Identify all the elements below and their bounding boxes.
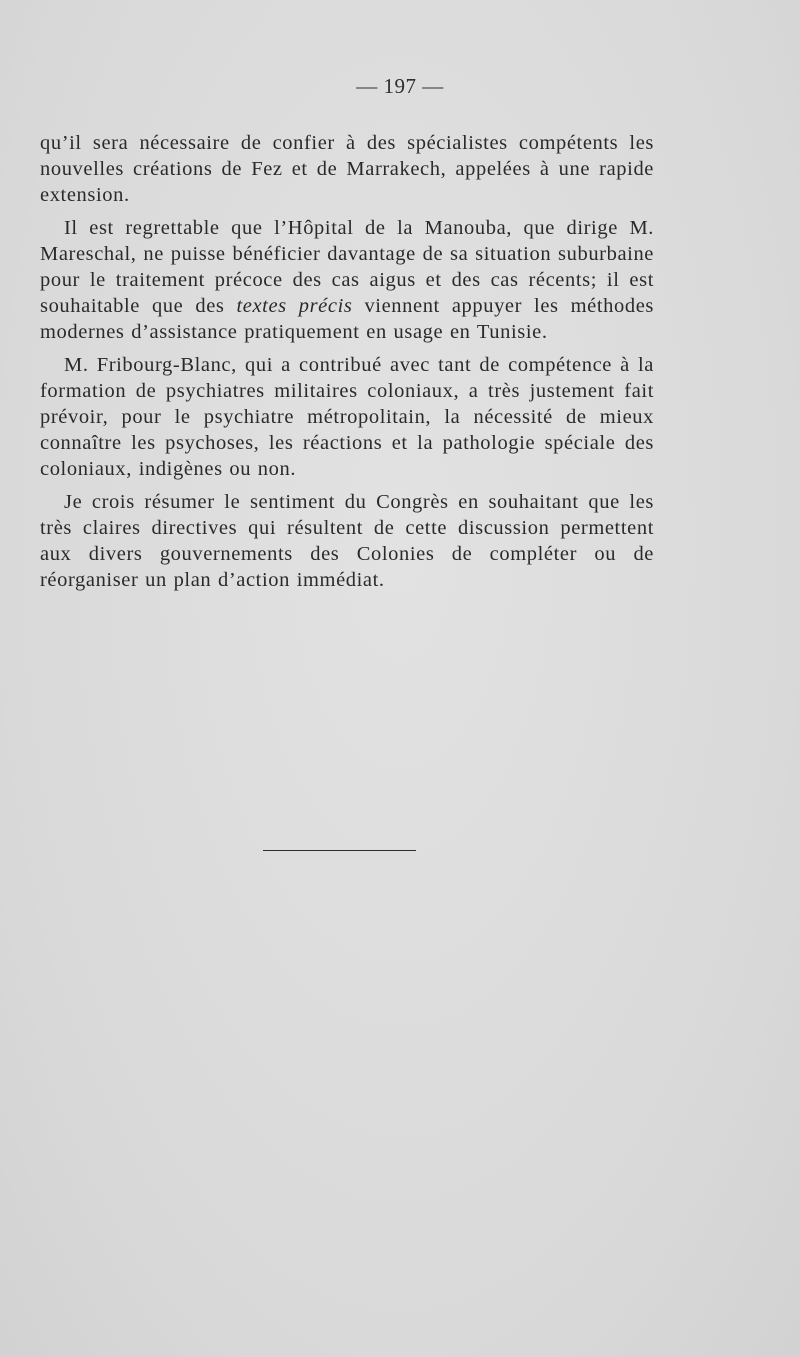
body-text <box>40 130 654 599</box>
paragraph-2 <box>40 215 654 346</box>
paragraph-2-emphasis: textes précis <box>236 295 353 318</box>
end-of-section-rule <box>263 850 416 851</box>
paragraph-2-text-before: Il est regrettable que l’Hôpital de la Manouba, que dirige M. Mareschal, ne puisse bénéficier davantage de sa situation suburbaine pour le traitement précoce des cas aigus et des cas récents; il est souhaitable que des <box>40 216 654 318</box>
paragraph-1: qu’il sera nécessaire de confier à des spécialistes compétents les nouvelles créations de Fez et de Marrakech, appelées à une rapide extension. <box>40 132 654 207</box>
paragraph-2-text-after: viennent appuyer les méthodes modernes d’assistance pratiquement en usage en Tunisie. <box>40 295 654 344</box>
paragraph-4: Je crois résumer le sentiment du Congrès en souhaitant que les très claires directives qui résultent de cette discussion permettent aux divers gouvernements des Colonies de compléter ou de réorganiser un plan d’action immédiat. <box>40 490 654 592</box>
paragraph-3: M. Fribourg-Blanc, qui a contribué avec tant de compétence à la formation de psychiatres militaires coloniaux, a très justement fait prévoir, pour le psychiatre métropolitain, la nécessité de mieux connaître les psychoses, les réactions et la pathologie spéciale des coloniaux, indigènes ou non. <box>40 353 654 481</box>
page-number: — 197 — <box>356 74 444 98</box>
